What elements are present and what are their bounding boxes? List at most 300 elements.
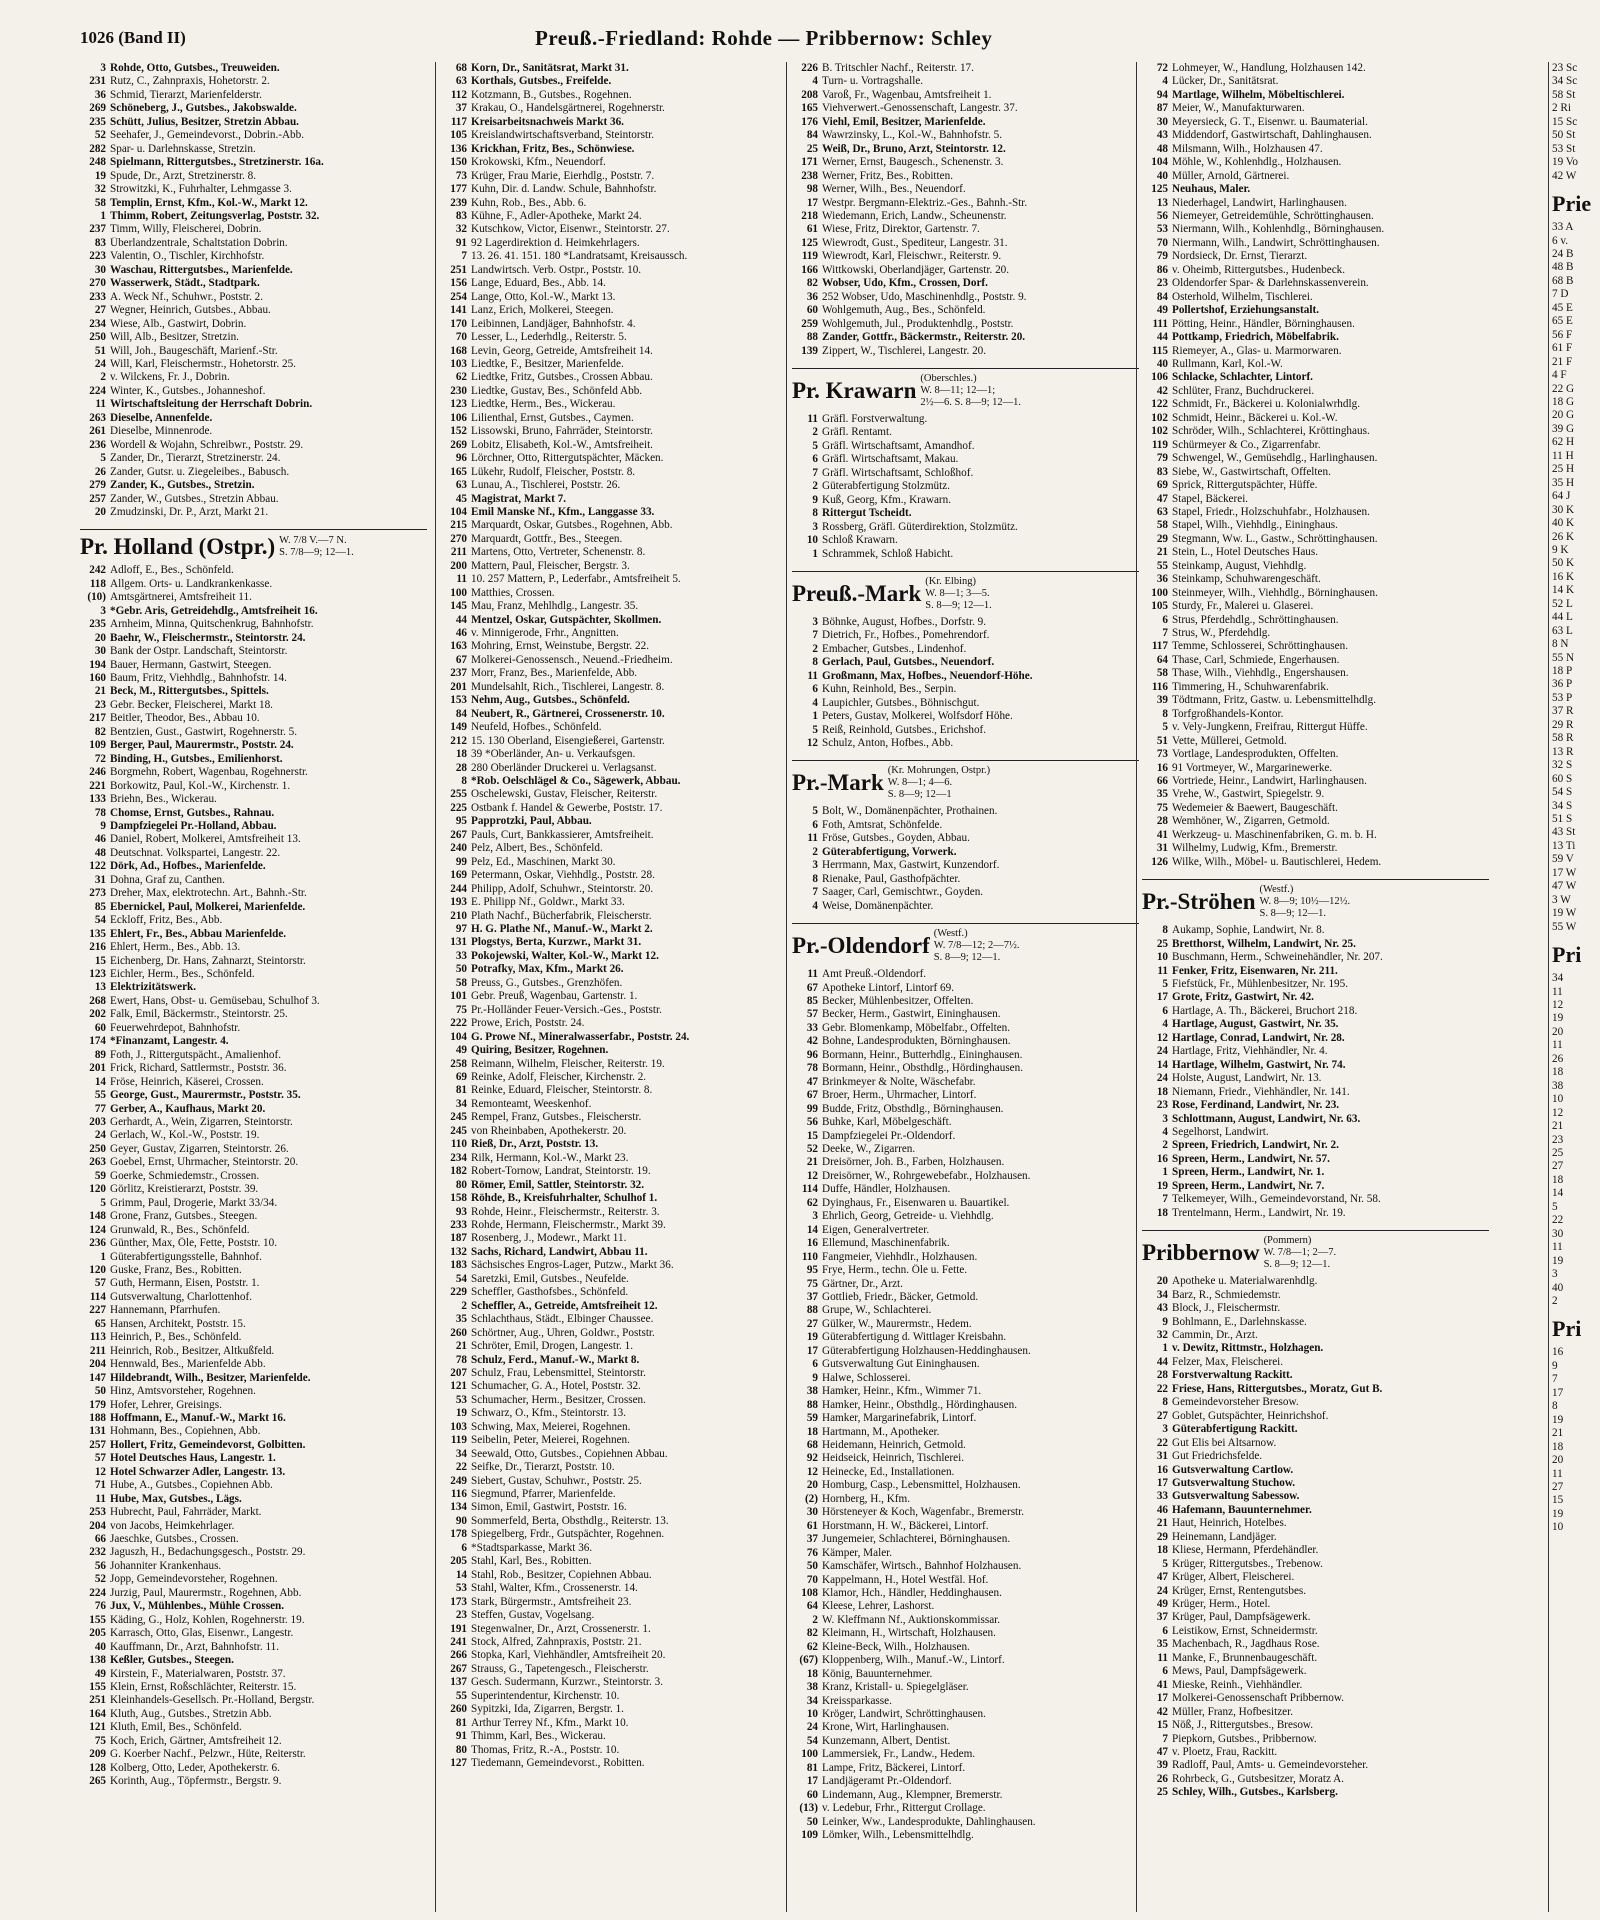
entry-text: Briehn, Bes., Wickerau. — [110, 793, 217, 806]
directory-entry — [792, 1479, 1139, 1492]
directory-entry — [80, 143, 427, 156]
directory-entry — [80, 1089, 427, 1102]
phone-number: 35 — [1156, 788, 1168, 801]
phone-number: 120 — [89, 1183, 106, 1196]
phone-number: 34 — [806, 1694, 818, 1707]
entry-text: Landjägeramt Pr.-Oldendorf. — [822, 1775, 952, 1788]
directory-entry — [441, 1448, 788, 1461]
directory-entry — [80, 1479, 427, 1492]
phone-number: (10) — [87, 591, 106, 604]
entry-fragment: 51 S — [1552, 813, 1573, 826]
phone-number: 21 — [94, 685, 106, 698]
phone-number: 165 — [801, 102, 818, 115]
entry-text: Vette, Müllerei, Getmold. — [1172, 734, 1287, 747]
entry-text: Steffen, Gustav, Vogelsang. — [471, 1609, 595, 1622]
entry-fragment: 18 P — [1552, 665, 1573, 678]
directory-entry — [1142, 1410, 1489, 1423]
entry-text: Gesch. Sudermann, Kurzwr., Steintorstr. 3. — [471, 1676, 664, 1689]
directory-entry — [80, 1008, 427, 1021]
entry-text: Lange, Eduard, Bes., Abb. 14. — [471, 277, 606, 290]
directory-entry — [792, 62, 1139, 75]
phone-number: 42 — [1156, 1705, 1168, 1718]
directory-entry — [80, 1291, 427, 1304]
directory-entry — [792, 277, 1139, 290]
entry-text: Matthies, Crossen. — [471, 586, 555, 599]
directory-entry — [792, 1533, 1139, 1546]
place-heading — [80, 529, 427, 560]
directory-entry — [1142, 1086, 1489, 1099]
directory-entry — [441, 546, 788, 559]
entry-fragment: 26 K — [1552, 530, 1575, 543]
phone-number: 101 — [450, 990, 467, 1003]
directory-entry — [441, 210, 788, 223]
place-heading — [1142, 1230, 1489, 1271]
directory-entry — [441, 1286, 788, 1299]
phone-number: 76 — [806, 1546, 818, 1559]
directory-entry — [1142, 1396, 1489, 1409]
phone-number: 268 — [89, 994, 106, 1007]
entry-text: Dampfziegelei Pr.-Oldendorf. — [822, 1129, 956, 1142]
directory-entry — [441, 1084, 788, 1097]
directory-entry — [1142, 156, 1489, 169]
directory-entry — [441, 425, 788, 438]
place-heading — [792, 368, 1139, 409]
phone-number: 8 — [1162, 1396, 1168, 1409]
entry-text: Hafemann, Bauunternehmer. — [1172, 1503, 1312, 1516]
place-name-fragment: Pri — [1552, 1316, 1582, 1342]
entry-text: Saager, Carl, Gemischtwr., Goyden. — [822, 886, 984, 899]
phone-number: 120 — [89, 1263, 106, 1276]
directory-entry — [80, 62, 427, 75]
phone-number: 14 — [806, 1223, 818, 1236]
directory-entry — [792, 1372, 1139, 1385]
directory-entry — [1142, 1464, 1489, 1477]
entry-text: Quiring, Besitzer, Rogehnen. — [471, 1044, 609, 1057]
entry-text: Schröder, Wilh., Schlachterei, Kröttinghaus. — [1172, 425, 1370, 438]
phone-number: 16 — [1156, 1463, 1168, 1476]
phone-number: 31 — [1156, 842, 1168, 855]
phone-number: 79 — [1156, 250, 1168, 263]
entry-text: Hamker, Heinr., Kfm., Wimmer 71. — [822, 1385, 982, 1398]
phone-number: 43 — [1156, 1302, 1168, 1315]
entry-text: Lömker, Wilh., Lebensmittelhdlg. — [822, 1829, 974, 1842]
entry-text: Tödtmann, Fritz, Gastw. u. Lebensmittelhdlg. — [1172, 694, 1377, 707]
entry-fragment: 15 — [1552, 1494, 1564, 1507]
phone-number: 12 — [94, 1465, 106, 1478]
directory-entry — [441, 1649, 788, 1662]
entry-text: Leistikow, Ernst, Schneidermstr. — [1172, 1624, 1318, 1637]
directory-entry — [792, 116, 1139, 129]
entry-text: Stark, Bürgermstr., Amtsfreiheit 23. — [471, 1595, 632, 1608]
phone-number: 261 — [89, 425, 106, 438]
directory-entry — [1142, 1153, 1489, 1166]
directory-entry — [792, 143, 1139, 156]
directory-entry — [441, 1744, 788, 1757]
office-hours — [888, 765, 990, 801]
entry-text: *Stadtsparkasse, Markt 36. — [471, 1541, 593, 1554]
entry-text: Fangmeier, Viehhdlr., Holzhausen. — [822, 1250, 978, 1263]
phone-number: 2 — [100, 371, 106, 384]
hours-line: W. 8—11; 12—1; — [920, 384, 996, 396]
directory-entry — [792, 1358, 1139, 1371]
phone-number: 37 — [455, 102, 467, 115]
entry-text: Bentzien, Gust., Gastwirt, Rogehnerstr. 5. — [110, 725, 298, 738]
running-title: Preuß.-Friedland: Rohde — Pribbernow: Schley — [535, 26, 993, 50]
entry-text: Hube, Max, Gutsbes., Lägs. — [110, 1492, 242, 1505]
directory-entry — [1142, 938, 1489, 951]
column-rule — [1548, 62, 1549, 1912]
phone-number: 128 — [89, 1761, 106, 1774]
directory-entry — [80, 1506, 427, 1519]
entry-fragment: 19 — [1552, 1507, 1564, 1520]
phone-number: 6 — [1162, 613, 1168, 626]
directory-entry — [80, 1345, 427, 1358]
entry-text: von Rheinbaben, Apothekerstr. 20. — [471, 1124, 627, 1137]
phone-number: 131 — [89, 1425, 106, 1438]
entry-text: 280 Oberländer Druckerei u. Verlagsanst. — [471, 761, 657, 774]
entry-fragment: 59 V — [1552, 853, 1574, 866]
entry-text: Telkemeyer, Wilh., Gemeindevorstand, Nr. 58. — [1172, 1193, 1381, 1206]
phone-number: 165 — [450, 465, 467, 478]
entry-text: Goerke, Schmiedemstr., Crossen. — [110, 1169, 260, 1182]
directory-entry — [441, 291, 788, 304]
entry-fragment: 13 Ti — [1552, 839, 1576, 852]
entry-text: Viehverwert.-Genossenschaft, Langestr. 37. — [822, 102, 1018, 115]
directory-entry — [441, 452, 788, 465]
entry-text: Hinz, Amtsvorsteher, Rogehnen. — [110, 1385, 256, 1398]
phone-number: 53 — [1156, 223, 1168, 236]
directory-entry — [792, 616, 1139, 629]
place-heading — [792, 571, 1139, 612]
directory-entry — [441, 277, 788, 290]
directory-entry — [792, 1439, 1139, 1452]
directory-entry — [792, 1802, 1139, 1815]
directory-entry — [792, 982, 1139, 995]
phone-number: 237 — [89, 223, 106, 236]
directory-entry — [792, 1291, 1139, 1304]
entry-fragment: 63 L — [1552, 624, 1573, 637]
directory-entry — [792, 859, 1139, 872]
entry-fragment: 10 — [1552, 1521, 1564, 1534]
directory-entry — [792, 670, 1139, 683]
entry-text: Frick, Richard, Sattlermstr., Poststr. 36. — [110, 1062, 287, 1075]
phone-number: 260 — [450, 1703, 467, 1716]
phone-number: 56 — [94, 1559, 106, 1572]
entry-text: A. Weck Nf., Schuhwr., Poststr. 2. — [110, 290, 264, 303]
entry-text: Schulz, Anton, Hofbes., Abb. — [822, 737, 954, 750]
directory-entry — [1142, 1342, 1489, 1355]
directory-entry — [792, 683, 1139, 696]
phone-number: 35 — [455, 1313, 467, 1326]
entry-text: Kranz, Kristall- u. Spiegelgläser. — [822, 1681, 969, 1694]
phone-number: 255 — [450, 788, 467, 801]
phone-number: 110 — [450, 1138, 467, 1151]
phone-number: 235 — [89, 618, 106, 631]
directory-entry — [80, 358, 427, 371]
column-4 — [1142, 62, 1489, 1912]
entry-text: Lücker, Dr., Sanitätsrat. — [1172, 75, 1279, 88]
phone-number: 155 — [89, 1613, 106, 1626]
entry-text: Niermann, Wilh., Landwirt, Schröttinghausen. — [1172, 236, 1380, 249]
phone-number: 23 — [94, 698, 106, 711]
entry-text: Sypitzki, Ida, Zigarren, Bergstr. 1. — [471, 1703, 624, 1716]
entry-text: Trentelmann, Herm., Landwirt, Nr. 19. — [1172, 1206, 1346, 1219]
entry-text: Temme, Schlosserei, Schröttinghausen. — [1172, 640, 1349, 653]
phone-number: 57 — [806, 1008, 818, 1021]
directory-entry — [792, 1600, 1139, 1613]
entry-text: Ebernickel, Paul, Molkerei, Marienfelde. — [110, 900, 306, 913]
directory-entry — [792, 1130, 1139, 1143]
entry-fragment: 11 — [1552, 1241, 1563, 1254]
entry-text: Buschmann, Herm., Schweinehändler, Nr. 207. — [1172, 951, 1383, 964]
directory-entry — [441, 156, 788, 169]
entry-text: Gebr. Blomenkamp, Möbelfabr., Offelten. — [822, 1021, 1011, 1034]
entry-text: Hotel Deutsches Haus, Langestr. 1. — [110, 1452, 276, 1465]
phone-number: 41 — [1156, 828, 1168, 841]
entry-text: Zander, Dr., Tierarzt, Stretzinerstr. 24. — [110, 452, 281, 465]
phone-number: 173 — [450, 1595, 467, 1608]
directory-entry — [80, 1143, 427, 1156]
directory-entry — [441, 1367, 788, 1380]
directory-entry — [1142, 170, 1489, 183]
directory-entry — [441, 1327, 788, 1340]
directory-entry — [792, 183, 1139, 196]
phone-number: 112 — [450, 88, 467, 101]
phone-number: 135 — [89, 927, 106, 940]
directory-entry — [80, 726, 427, 739]
entry-text: Marquardt, Gottfr., Bes., Steegen. — [471, 532, 623, 545]
directory-entry — [80, 1264, 427, 1277]
entry-fragment: 30 K — [1552, 503, 1575, 516]
phone-number: 19 — [1156, 1179, 1168, 1192]
directory-entry — [792, 237, 1139, 250]
directory-entry — [792, 1399, 1139, 1412]
phone-number: 84 — [806, 129, 818, 142]
phone-number: 95 — [806, 1264, 818, 1277]
entry-text: Sachs, Richard, Landwirt, Abbau 11. — [471, 1245, 648, 1258]
directory-entry — [441, 587, 788, 600]
entry-text: Nordsieck, Dr. Ernst, Tierarzt. — [1172, 250, 1308, 263]
entry-text: B. Tritschler Nachf., Reiterstr. 17. — [822, 62, 974, 74]
directory-entry — [792, 1506, 1139, 1519]
directory-entry — [1142, 1005, 1489, 1018]
directory-entry — [792, 1076, 1139, 1089]
directory-entry — [792, 724, 1139, 737]
entry-text: Görlitz, Kreistierarzt, Poststr. 39. — [110, 1183, 259, 1196]
phone-number: 85 — [94, 900, 106, 913]
phone-number: 17 — [806, 196, 818, 209]
phone-number: 37 — [806, 1533, 818, 1546]
entry-text: Milsmann, Wilh., Holzhausen 47. — [1172, 142, 1323, 155]
phone-number: 46 — [455, 627, 467, 640]
entry-text: Machenbach, R., Jagdhaus Rose. — [1172, 1638, 1320, 1651]
entry-text: Neubert, R., Gärtnerei, Crossenerstr. 10. — [471, 707, 665, 720]
entry-text: Niermann, Wilh., Kohlenhdlg., Börninghausen. — [1172, 223, 1385, 236]
entry-text: Simon, Emil, Gastwirt, Poststr. 16. — [471, 1501, 627, 1514]
entry-text: Zander, Gottfr., Bäckermstr., Reiterstr. 20. — [822, 331, 1026, 344]
directory-entry — [80, 995, 427, 1008]
directory-entry — [441, 963, 788, 976]
directory-entry — [792, 494, 1139, 507]
directory-entry — [80, 398, 427, 411]
entry-fragment: 48 B — [1552, 261, 1574, 274]
phone-number: 183 — [450, 1259, 467, 1272]
entry-text: Spar- u. Darlehnskasse, Stretzin. — [110, 142, 256, 155]
entry-text: Heinecke, Ed., Installationen. — [822, 1465, 955, 1478]
directory-entry — [792, 521, 1139, 534]
directory-entry — [80, 264, 427, 277]
entry-text: Ehrlich, Georg, Getreide- u. Viehhdlg. — [822, 1210, 994, 1223]
directory-entry — [792, 1251, 1139, 1264]
entry-text: Liedtke, Gustav, Bes., Schönfeld Abb. — [471, 384, 643, 397]
directory-entry — [441, 1663, 788, 1676]
directory-entry — [1142, 721, 1489, 734]
entry-text: Steinkamp, Schuhwarengeschäft. — [1172, 573, 1321, 586]
entry-text: Pollertshof, Erziehungsanstalt. — [1172, 304, 1319, 317]
entry-text: Gebr. Preuß, Wagenbau, Gartenstr. 1. — [471, 990, 638, 1003]
directory-entry — [441, 1354, 788, 1367]
directory-entry — [80, 1251, 427, 1264]
entry-fragment: 17 W — [1552, 866, 1577, 879]
phone-number: 133 — [89, 793, 106, 806]
entry-text: Thimm, Robert, Zeitungsverlag, Poststr. 32. — [110, 209, 320, 222]
phone-number: 79 — [1156, 452, 1168, 465]
directory-entry — [80, 564, 427, 577]
phone-number: 231 — [89, 75, 106, 88]
directory-entry — [1142, 264, 1489, 277]
directory-entry — [792, 223, 1139, 236]
entry-text: Spude, Dr., Arzt, Stretzinerstr. 8. — [110, 169, 257, 182]
entry-text: Schumacher, G. A., Hotel, Poststr. 32. — [471, 1380, 641, 1393]
phone-number: 90 — [455, 1514, 467, 1527]
region-note: (Oberschles.) — [920, 372, 977, 384]
phone-number: 28 — [455, 761, 467, 774]
entry-text: G. Koerber Nachf., Pelzwr., Hüte, Reiterstr. — [110, 1748, 306, 1761]
entry-text: Hubrecht, Paul, Fahrräder, Markt. — [110, 1506, 262, 1519]
phone-number: 267 — [450, 828, 467, 841]
phone-number: 29 — [1156, 1530, 1168, 1543]
phone-number: 21 — [1156, 1517, 1168, 1530]
entry-fragment: 7 D — [1552, 288, 1569, 301]
phone-number: 248 — [89, 156, 106, 169]
directory-entry — [80, 1224, 427, 1237]
entry-text: Dörk, Ad., Hofbes., Marienfelde. — [110, 860, 266, 873]
entry-text: Hannemann, Pfarrhufen. — [110, 1304, 221, 1317]
directory-entry — [792, 548, 1139, 561]
directory-entry — [80, 1129, 427, 1142]
entry-text: Wilhelmy, Ludwig, Kfm., Bremerstr. — [1172, 842, 1338, 855]
phone-number: 37 — [1156, 1611, 1168, 1624]
phone-number: 10 — [806, 534, 818, 547]
directory-entry — [1142, 1652, 1489, 1665]
directory-entry — [1142, 1544, 1489, 1557]
phone-number: 18 — [455, 748, 467, 761]
entry-text: Horstmann, H. W., Bäckerei, Lintorf. — [822, 1519, 989, 1532]
entry-text: Ellemund, Maschinenfabrik. — [822, 1237, 950, 1250]
phone-number: 238 — [801, 169, 818, 182]
directory-entry — [792, 291, 1139, 304]
directory-entry — [80, 887, 427, 900]
directory-entry — [1142, 1275, 1489, 1288]
phone-number: 235 — [89, 115, 106, 128]
entry-fragment: 10 — [1552, 1093, 1564, 1106]
directory-entry — [792, 102, 1139, 115]
entry-text: Liedtke, F., Besitzer, Marienfelde. — [471, 357, 624, 370]
directory-entry — [441, 1501, 788, 1514]
entry-text: Friese, Hans, Rittergutsbes., Moratz, Gut B. — [1172, 1382, 1383, 1395]
phone-number: 8 — [812, 872, 818, 885]
hours-line: 2½—6. S. 8—9; 12—1. — [920, 396, 1021, 408]
phone-number: 193 — [450, 896, 467, 909]
phone-number: 13 — [94, 981, 106, 994]
directory-entry — [1142, 842, 1489, 855]
entry-text: Leibinnen, Landjäger, Bahnhofstr. 4. — [471, 317, 636, 330]
directory-entry — [792, 656, 1139, 669]
phone-number: 21 — [806, 1156, 818, 1169]
directory-entry — [80, 968, 427, 981]
entry-text: Böhnke, August, Hofbes., Dorfstr. 9. — [822, 615, 987, 628]
phone-number: 224 — [89, 1586, 106, 1599]
phone-number: 257 — [89, 1438, 106, 1451]
directory-entry — [792, 1695, 1139, 1708]
directory-entry — [1142, 250, 1489, 263]
phone-number: 45 — [455, 492, 467, 505]
entry-text: Hotel Schwarzer Adler, Langestr. 13. — [110, 1465, 286, 1478]
phone-number: 19 — [455, 1407, 467, 1420]
directory-entry — [441, 237, 788, 250]
directory-entry — [792, 1627, 1139, 1640]
directory-entry — [792, 1829, 1139, 1842]
entry-text: Rohde, Otto, Gutsbes., Treuweiden. — [110, 62, 280, 74]
entry-text: Hofer, Lehrer, Greisings. — [110, 1398, 222, 1411]
entry-text: Thase, Carl, Schmiede, Engerhausen. — [1172, 653, 1340, 666]
phone-number: 22 — [1156, 1436, 1168, 1449]
phone-number: 12 — [806, 1465, 818, 1478]
directory-entry — [441, 466, 788, 479]
entry-text: 13. 26. 41. 151. 180 *Landratsamt, Kreisaussch. — [471, 250, 688, 263]
phone-number: 4 — [812, 75, 818, 88]
phone-number: 12 — [806, 1169, 818, 1182]
entry-text: Kamschäfer, Wirtsch., Bahnhof Holzhausen. — [822, 1560, 1022, 1573]
entry-text: Rosenberg, J., Modewr., Markt 11. — [471, 1232, 627, 1245]
phone-number: 64 — [806, 1600, 818, 1613]
entry-fragment: 45 E — [1552, 301, 1573, 314]
phone-number: 145 — [450, 600, 467, 613]
directory-entry — [441, 183, 788, 196]
directory-entry — [80, 1694, 427, 1707]
phone-number: 141 — [450, 304, 467, 317]
phone-number: 9 — [812, 1371, 818, 1384]
directory-entry — [792, 75, 1139, 88]
entry-text: Aukamp, Sophie, Landwirt, Nr. 8. — [1172, 924, 1325, 937]
phone-number: 21 — [455, 1340, 467, 1353]
entry-text: Mohring, Ernst, Weinstube, Bergstr. 22. — [471, 640, 649, 653]
phone-number: 211 — [89, 1344, 106, 1357]
entry-text: 10. 257 Mattern, P., Lederfabr., Amtsfreiheit 5. — [471, 573, 681, 586]
entry-fragment: 53 St — [1552, 142, 1576, 155]
directory-entry — [441, 1259, 788, 1272]
phone-number: 81 — [455, 1716, 467, 1729]
phone-number: 225 — [450, 801, 467, 814]
directory-entry — [441, 102, 788, 115]
office-hours — [1264, 1235, 1337, 1271]
phone-number: 31 — [1156, 1450, 1168, 1463]
entry-text: Westpr. Bergmann-Elektriz.-Ges., Bahnh.-Str. — [822, 196, 1028, 209]
phone-number: 226 — [801, 62, 818, 74]
entry-text: Beck, M., Rittergutsbes., Spittels. — [110, 685, 269, 698]
phone-number: 11 — [807, 968, 818, 981]
entry-fragment: 11 H — [1552, 449, 1574, 462]
